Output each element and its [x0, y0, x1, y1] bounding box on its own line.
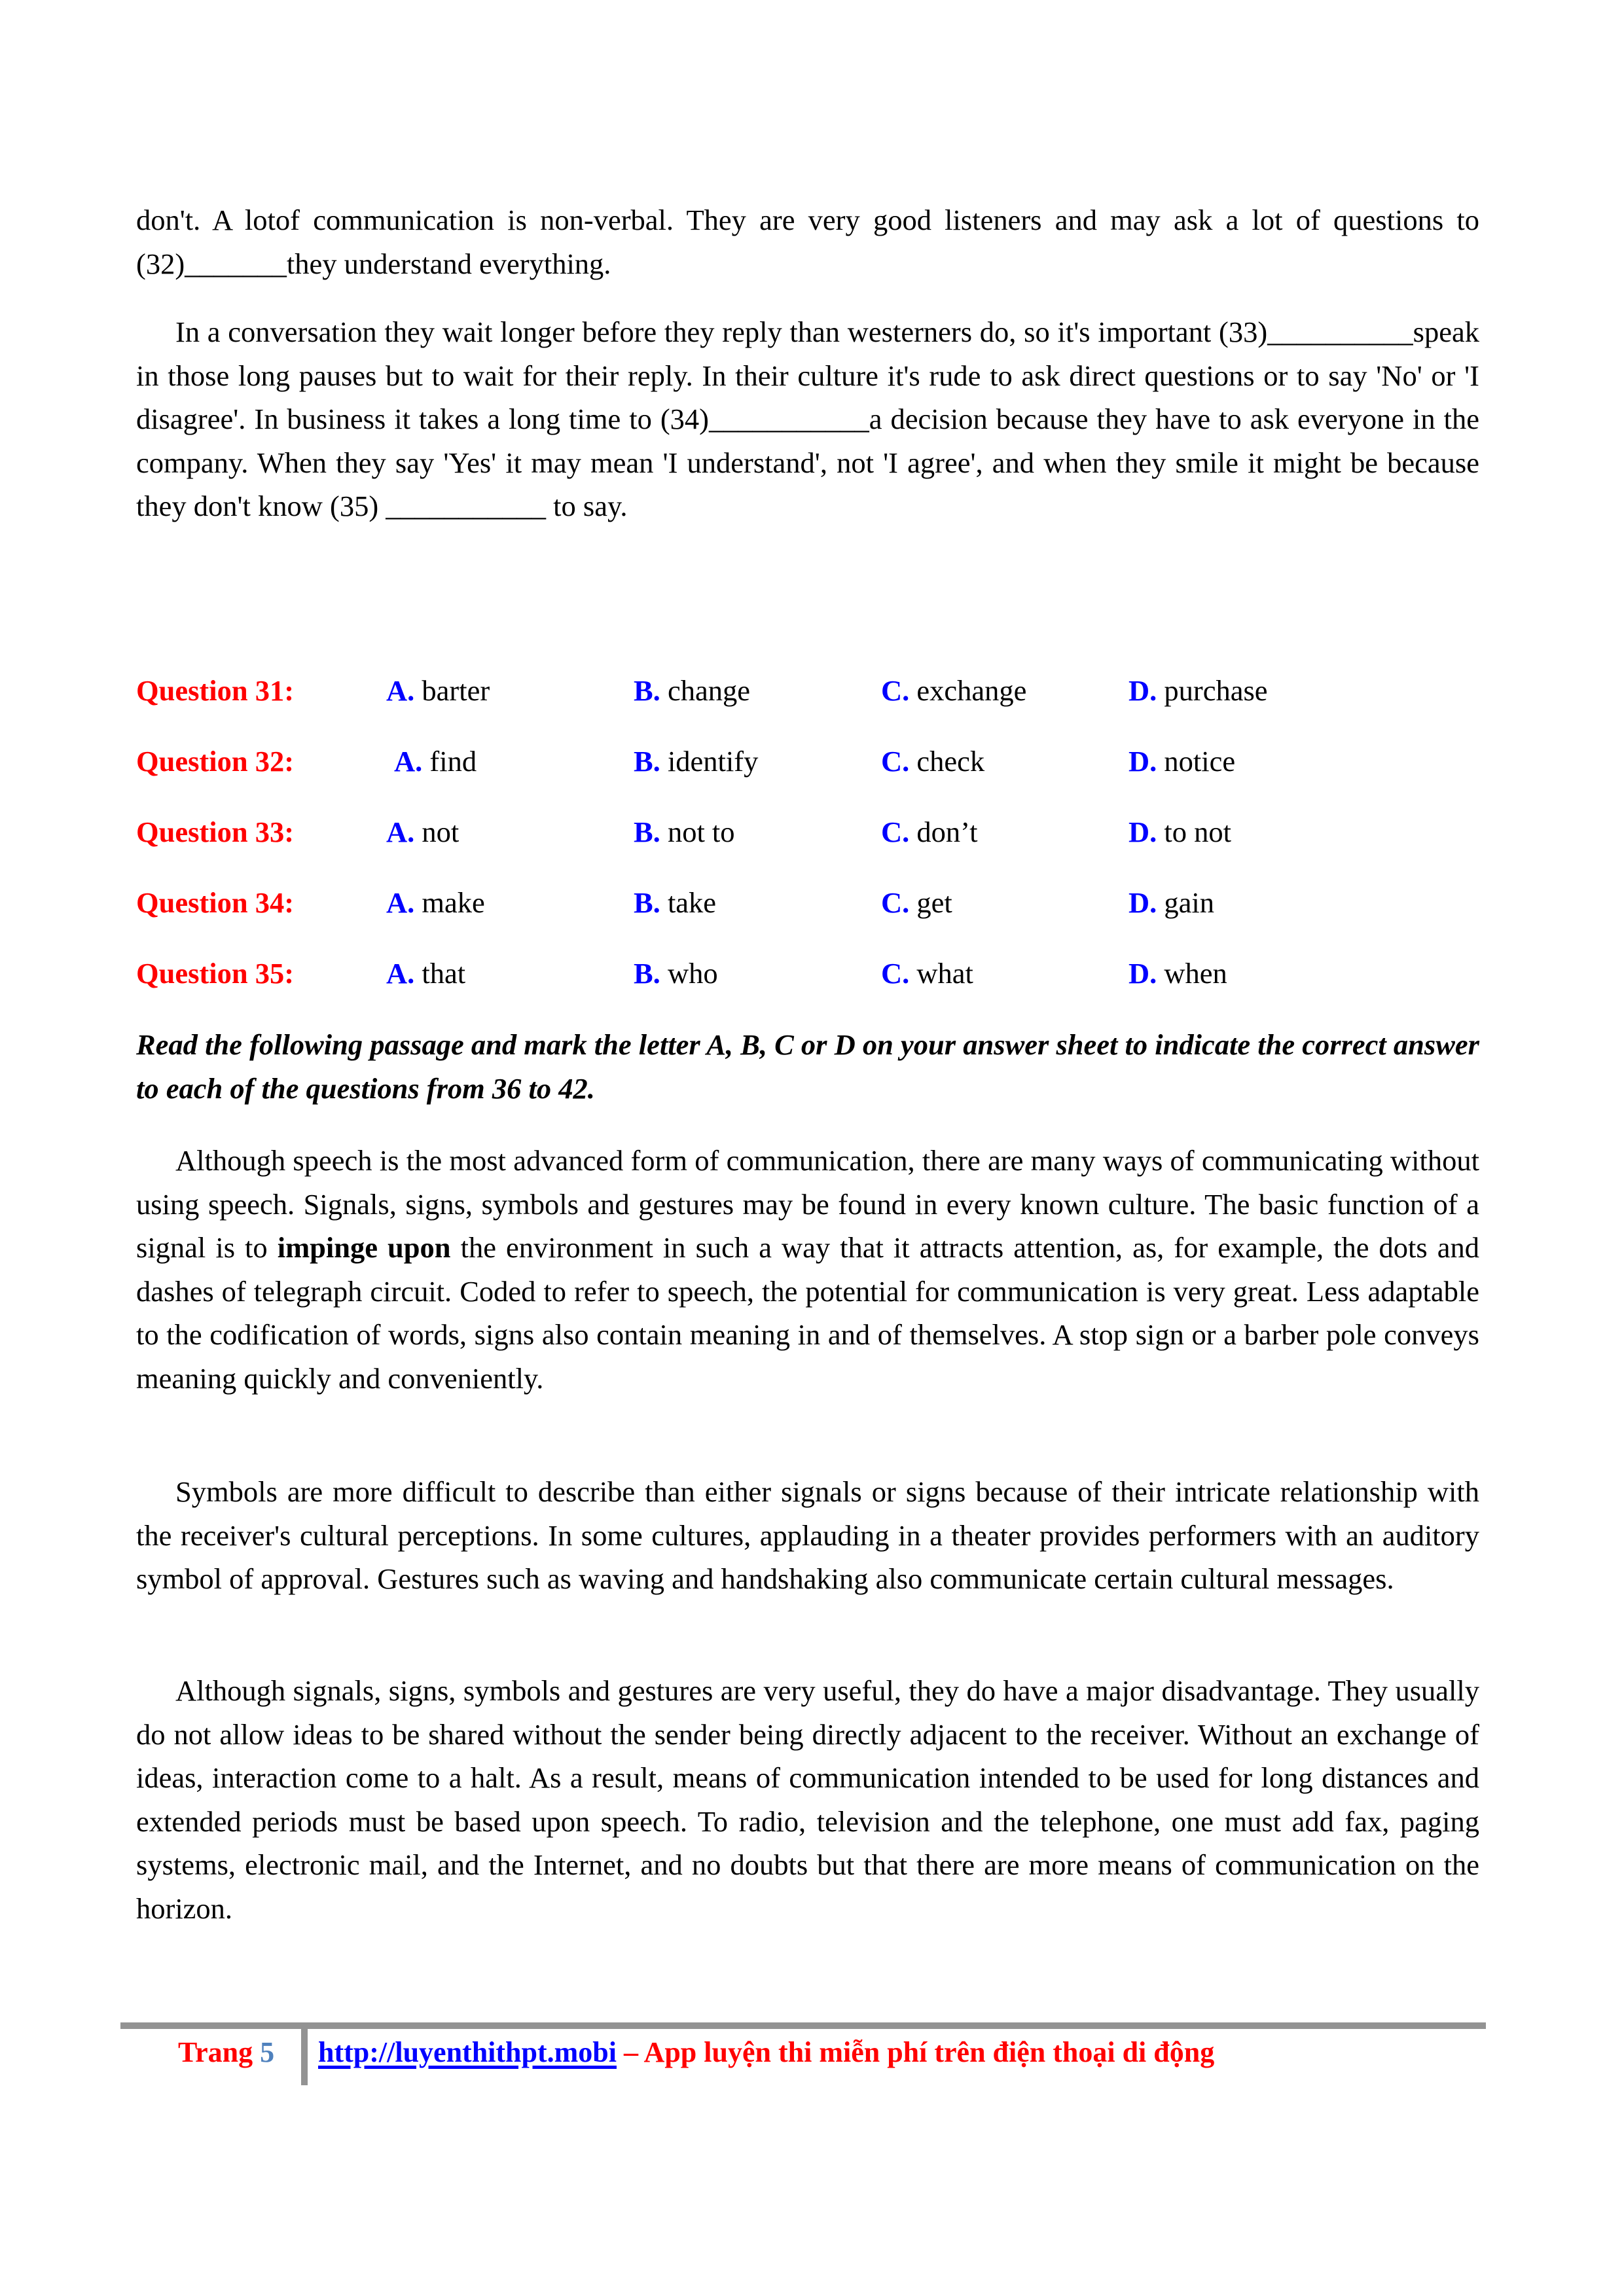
option-a[interactable]: A. make	[386, 886, 485, 919]
option-c[interactable]: C. exchange	[881, 674, 1027, 707]
question-label: Question 32:	[136, 745, 295, 778]
passage2-paragraph-1: Although speech is the most advanced form of communication, there are many ways of communicating without using speech. Signals, signs, symbols and gestures may be found in every known culture. The basic function of a signal is to impinge upon the environment in such a way that it attracts attention, as, for example, the dots and dashes of telegraph circuit. Coded to refer to speech, the potential for communication is very great. Less adaptable to the codification of words, signs also contain meaning in and of themselves. A stop sign or a barber pole conveys meaning quickly and conveniently.	[136, 1144, 1479, 1395]
passage2-paragraph-3: Although signals, signs, symbols and gestures are very useful, they do have a major disadvantage. They usually do not allow ideas to be shared without the sender being directly adjacent to the receiver. Without an exchange of ideas, interaction come to a halt. As a result, means of communication intended to be used for long distances and extended periods must be based upon speech. To radio, television and the telephone, one must add fax, paging systems, electronic mail, and the Internet, and no doubts but that there are more means of communication on the horizon.	[136, 1674, 1479, 1925]
question-label: Question 34:	[136, 886, 295, 919]
footer-link[interactable]: http://luyenthithpt.mobi	[318, 2036, 617, 2068]
highlighted-phrase: impinge upon	[277, 1231, 451, 1264]
footer-info	[318, 2034, 1214, 2071]
option-d[interactable]: D. when	[1128, 957, 1227, 990]
question-label: Question 33:	[136, 816, 295, 848]
option-c[interactable]: C. don’t	[881, 816, 978, 848]
option-d[interactable]: D. purchase	[1128, 674, 1268, 707]
option-b[interactable]: B. not to	[634, 816, 735, 848]
option-b[interactable]: B. take	[634, 886, 717, 919]
option-b[interactable]: B. who	[634, 957, 718, 990]
passage2-paragraph-2: Symbols are more difficult to describe than either signals or signs because of their intricate relationship with the receiver's cultural perceptions. In some cultures, applauding in a theater provides performers with an auditory symbol of approval. Gestures such as waving and handshaking also communicate certain cultural messages.	[136, 1475, 1479, 1595]
option-a[interactable]: A. not	[386, 816, 460, 848]
option-a[interactable]: A. that	[386, 957, 466, 990]
footer-rule	[120, 2022, 1486, 2029]
section-instruction: Read the following passage and mark the letter A, B, C or D on your answer sheet to indicate the correct answer to each of the questions from 36 to 42.	[136, 1028, 1479, 1105]
passage-paragraph-conversation: In a conversation they wait longer before they reply than westerners do, so it's important (33)__________speak in those long pauses but to wait for their reply. In their culture it's rude to ask direct questions or to say 'No' or 'I disagree'. In business it takes a long time to (34)___________a decision because they have to ask everyone in the company. When they say 'Yes' it may mean 'I understand', not 'I agree', and when they smile it might be because they don't know (35) ___________ to say.	[136, 315, 1479, 522]
option-d[interactable]: D. to not	[1128, 816, 1231, 848]
option-c[interactable]: C. get	[881, 886, 952, 919]
option-d[interactable]: D. notice	[1128, 745, 1236, 778]
option-b[interactable]: B. change	[634, 674, 750, 707]
footer-page-number: Trang 5	[178, 2036, 275, 2068]
option-c[interactable]: C. check	[881, 745, 985, 778]
footer-divider	[301, 2029, 308, 2085]
option-a[interactable]: A. find	[394, 745, 477, 778]
question-label: Question 31:	[136, 674, 295, 707]
option-d[interactable]: D. gain	[1128, 886, 1215, 919]
footer-tagline: – App luyện thi miễn phí trên điện thoại di động	[616, 2036, 1215, 2068]
option-a[interactable]: A. barter	[386, 674, 490, 707]
option-b[interactable]: B. identify	[634, 745, 759, 778]
option-c[interactable]: C. what	[881, 957, 973, 990]
passage-continued-paragraph: don't. A lotof communication is non-verbal. They are very good listeners and may ask a lot of questions to (32)_______they understand everything.	[136, 204, 1479, 280]
question-label: Question 35:	[136, 957, 295, 990]
